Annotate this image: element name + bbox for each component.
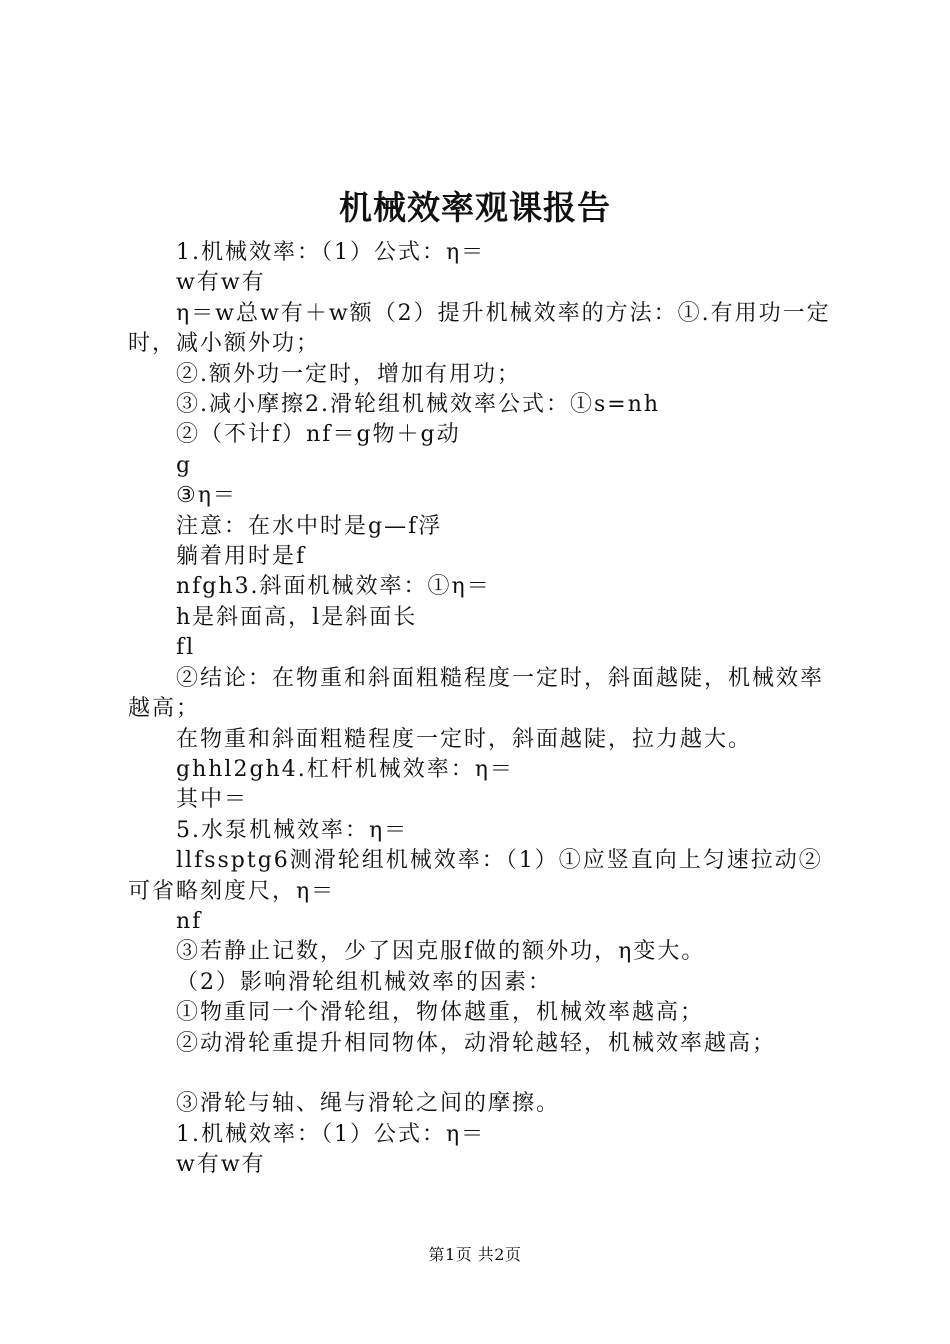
paragraph-line: g (176, 452, 193, 478)
paragraph-line: 1.机械效率：（1）公式：η＝ (176, 240, 486, 265)
paragraph-line: ②（不计f）nf＝g物＋g动 (176, 422, 461, 448)
paragraph-line: ②动滑轮重提升相同物体，动滑轮越轻，机械效率越高； (176, 1030, 777, 1056)
paragraph-line: h是斜面高，l是斜面长 (176, 604, 418, 630)
paragraph-line: ③滑轮与轴、绳与滑轮之间的摩擦。 (176, 1091, 561, 1117)
paragraph-line: 躺着用时是f (176, 544, 307, 570)
paragraph-line: ②.额外功一定时，增加有用功； (176, 361, 521, 387)
paragraph-line: 1.机械效率：（1）公式：η＝ (176, 1121, 486, 1147)
paragraph-line: ②结论：在物重和斜面粗糙程度一定时，斜面越陡，机械效率越高； (128, 665, 825, 722)
paragraph-line: fl (176, 635, 196, 661)
paragraph-line: llfssptg6测滑轮组机械效率：（1）①应竖直向上匀速拉动②可省略刻度尺，η＝ (128, 848, 823, 904)
paragraph-line: 在物重和斜面粗糙程度一定时，斜面越陡，拉力越大。 (176, 726, 753, 752)
blank-line (128, 1059, 836, 1089)
paragraph-line: 其中＝ (176, 787, 249, 813)
document-title: 机械效率观课报告 (339, 188, 611, 227)
paragraph-line: ③η＝ (176, 483, 237, 509)
paragraph-line: w有w有 (176, 1152, 266, 1178)
paragraph-line: ①物重同一个滑轮组，物体越重，机械效率越高； (176, 1000, 705, 1026)
page-footer: 第1页 共2页 (428, 1245, 522, 1264)
paragraph-line: ghhl2gh4.杠杆机械效率：η＝ (176, 756, 514, 782)
paragraph-line: η＝w总w有＋w额（2）提升机械效率的方法：①.有用功一定时，减小额外功； (128, 300, 831, 357)
paragraph-line: nfgh3.斜面机械效率：①η＝ (176, 574, 491, 600)
paragraph-line: ③.减小摩擦2.滑轮组机械效率公式：①s=nh (176, 392, 661, 418)
paragraph-line: ③若静止记数，少了因克服f做的额外功，η变大。 (176, 939, 706, 965)
document-body (128, 238, 836, 1181)
paragraph-line: （2）影响滑轮组机械效率的因素： (176, 969, 552, 995)
paragraph-line: nf (176, 908, 203, 934)
paragraph-line: w有w有 (176, 270, 266, 296)
paragraph-line: 注意：在水中时是g—f浮 (176, 513, 443, 539)
paragraph-line: 5.水泵机械效率：η＝ (176, 817, 409, 843)
